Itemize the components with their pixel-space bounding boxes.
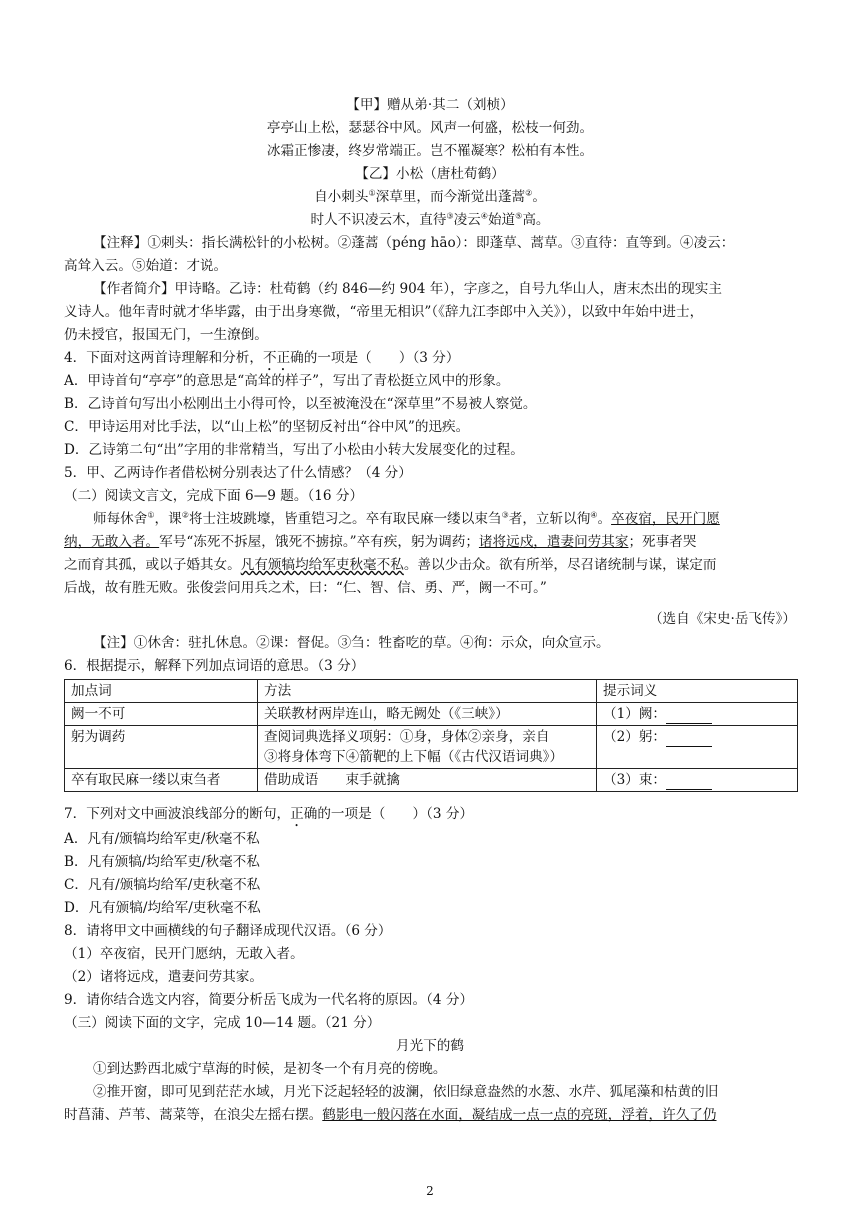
table-row [65,703,798,726]
table-row [65,726,798,769]
poem-a-line: 亭亭山上松，瑟瑟谷中风。风声一何盛，松枝一何劲。 [266,120,594,136]
table-cell: 阙一不可 [65,703,258,726]
passage-line: 之而育其孤，或以子婚其女。凡有颁犒均给军吏秋毫不私。善以少击众。欲有所举，尽召诸统制与谋，谋定而 [64,557,717,573]
table-cell: 躬为调药 [65,726,258,769]
table-cell: （2）躬： [597,726,798,769]
question-4-stem: 4．下面对这两首诗理解和分析，不正确的一项是（ ）（3 分） [64,350,460,366]
table-row [65,769,798,792]
question-5: 5．甲、乙两诗作者借松树分别表达了什么情感？（4 分） [64,465,412,481]
question-6-table [64,679,798,792]
question-7-option: C．凡有/颁犒均给军/吏秋毫不私 [64,877,261,893]
question-8-sentence: （1）卒夜宿，民开门愿纳，无敢入者。 [64,946,304,962]
question-4-option: C．甲诗运用对比手法，以“山上松”的坚韧反衬出“谷中风”的迅疾。 [64,419,470,435]
question-9: 9．请你结合选文内容，简要分析岳飞成为一代名将的原因。（4 分） [64,992,474,1008]
essay-title: 月光下的鹤 [396,1038,464,1054]
question-8-sentence: （2）诸将远戍，遣妻问劳其家。 [64,969,263,985]
passage-notes: 【注】①休舍：驻扎休息。②课：督促。③刍：牲畜吃的草。④徇：示众，向众宣示。 [93,635,610,651]
poem-a-line: 冰霜正惨凄，终岁常端正。岂不罹凝寒？松柏有本性。 [266,143,594,159]
poem-b-title: 【乙】小松（唐杜荀鹤） [355,166,505,182]
poem-b-line: 自小刺头①深草里，而今渐觉出蓬蒿②。 [314,188,546,205]
passage-line: 纳，无敢入者。军号“冻死不拆屋，饿死不掳掠。”卒有疾，躬为调药；诸将远戍，遣妻问劳其家；死事者哭 [64,534,697,550]
table-header-row [65,680,798,703]
poem-notes: 【注释】①刺头：指长满松针的小松树。②蓬蒿（péng hāo）：即蓬草、蒿草。③直待：直等到。④凌云： [93,235,735,251]
page-number: 2 [426,1184,434,1198]
question-8-stem: 8．请将甲文中画横线的句子翻译成现代汉语。（6 分） [64,923,392,939]
table-header: 方法 [258,680,597,703]
question-4-option: D．乙诗第二句“出”字用的非常精当，写出了小松由小转大发展变化的过程。 [64,442,524,458]
essay-paragraph: ①到达黔西北威宁草海的时候，是初冬一个有月亮的傍晚。 [93,1061,447,1077]
table-header: 提示词义 [597,680,798,703]
table-header: 加点词 [65,680,258,703]
question-7-option: B．凡有颁犒/均给军吏/秋毫不私 [64,854,260,870]
table-cell: 关联教材两岸连山，略无阙处（《三峡》） [258,703,597,726]
author-intro: 义诗人。他年青时就才华毕露，由于出身寒微，“帝里无相识”（《辞九江李郎中入关》），以致中年始中进士， [64,304,704,320]
answer-blank[interactable] [666,732,712,747]
question-7-option: A．凡有/颁犒均给军吏/秋毫不私 [64,831,260,847]
section-2-heading: （二）阅读文言文，完成下面 6—9 题。（16 分） [64,488,364,504]
passage-line: 师每休舍①，课②将士注坡跳壕，皆重铠习之。卒有取民麻一缕以束刍③者，立斩以徇④。卒夜宿，民开门愿 [93,510,720,527]
table-cell: 借助成语 束手就擒 [258,769,597,792]
question-4-option: B．乙诗首句写出小松刚出土小得可怜，以至被淹没在“深草里”不易被人察觉。 [64,396,537,412]
poem-b-line: 时人不识凌云木，直待③凌云④始道⑤高。 [310,211,550,228]
answer-blank[interactable] [666,709,712,724]
essay-paragraph: 时菖蒲、芦苇、蒿菜等，在浪尖左摇右摆。鹤影电一般闪落在水面，凝结成一点一点的亮斑，浮着，许久了仍 [64,1107,717,1123]
poem-a-title: 【甲】赠从弟·其二（刘桢） [346,97,514,113]
passage-source: （选自《宋史·岳飞传》） [648,611,796,627]
author-intro: 仍未授官，报国无门，一生潦倒。 [64,327,268,343]
answer-blank[interactable] [666,775,712,790]
table-cell: （1）阙： [597,703,798,726]
table-cell: 查阅词典选择义项躬：①身，身体②亲身，亲自 ③将身体弯下④箭靶的上下幅（《古代汉语词典》） [258,726,597,769]
question-6-stem: 6．根据提示，解释下列加点词语的意思。（3 分） [64,658,365,674]
question-7-option: D．凡有颁犒/均给军/吏秋毫不私 [64,900,261,916]
poem-notes: 高耸入云。⑤始道：才说。 [64,258,228,274]
essay-paragraph: ②推开窗，即可见到茫茫水域，月光下泛起轻轻的波澜，依旧绿意盎然的水葱、水芹、狐尾藻和枯黄的旧 [93,1084,719,1100]
section-3-heading: （三）阅读下面的文字，完成 10—14 题。（21 分） [64,1015,381,1031]
table-cell: （3）束： [597,769,798,792]
table-cell: 卒有取民麻一缕以束刍者 [65,769,258,792]
question-4-option: A．甲诗首句“亭亭”的意思是“高耸的样子”，写出了青松挺立风中的形象。 [64,373,510,389]
author-intro: 【作者简介】甲诗略。乙诗：杜荀鹤（约 846—约 904 年），字彦之，自号九华山人，唐末杰出的现实主 [93,281,722,297]
question-7-stem: 7．下列对文中画波浪线部分的断句，正确的一项是（ ）（3 分） [64,806,474,822]
passage-line: 后战，故有胜无败。张俊尝问用兵之术，曰：“仁、智、信、勇、严，阙一不可。” [64,580,547,596]
